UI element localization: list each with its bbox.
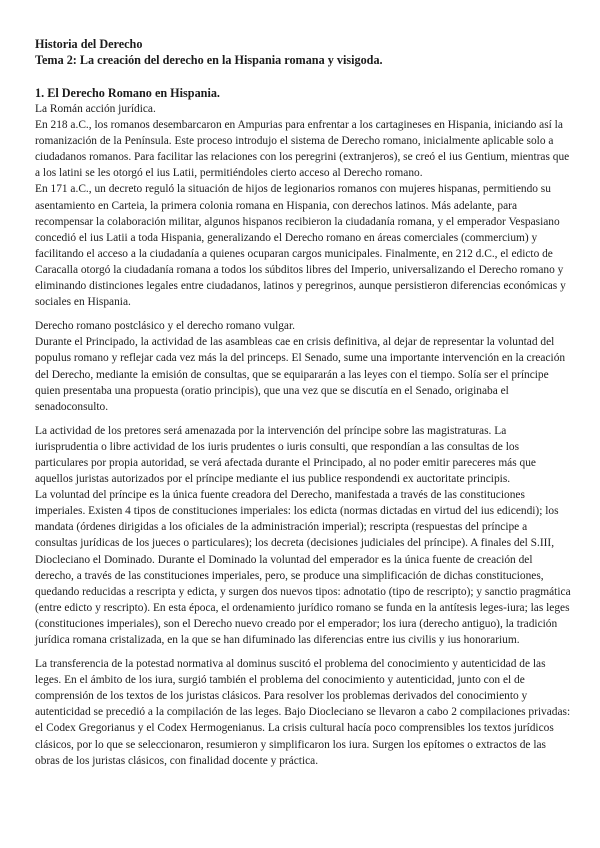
document-subtitle: Tema 2: La creación del derecho en la Hispania romana y visigoda. <box>35 53 383 67</box>
section-subheading: La Román acción jurídica. <box>35 103 156 115</box>
paragraph: La transferencia de la potestad normativa al dominus suscitó el problema del conocimiento y autenticidad de las leges. En el ámbito de los iura, surgió también el problema del conocimiento y autenticidad, junto con el de comprensión de los textos de los juristas clásicos. Para resolver los problemas derivados del conocimiento y autenticidad se precedió a la compilación de las leges. Bajo Diocleciano se llevaron a cabo 2 compilaciones privadas: el Codex Gregorianus y el Codex Hermogenianus. La crisis cultural hacía poco comprensibles los textos jurídicos clásicos, por lo que se seleccionaron, resumieron y simplificaron los iura. Surgen los epítomes o extractos de las obras de los juristas clásicos, con finalidad docente y práctica. <box>35 658 571 767</box>
paragraph: Durante el Principado, la actividad de las asambleas cae en crisis definitiva, al dejar de representar la voluntad del populus romano y reflejar cada vez más la del princeps. El Senado, sume una importante intervención en la creación del Derecho, mediante la emisión de consultas, que se equipararán a las leyes con el tiempo. Solía ser el príncipe quien presentaba una propuesta (oratio principis), que una vez que se discutía en el Senado, originaba el senadoconsulto. <box>35 336 566 413</box>
paragraph: La actividad de los pretores será amenazada por la intervención del príncipe sobre las magistraturas. La iurisprudentia o libre actividad de los iuris prudentes o iuris consulti, que respondían a las consultas de los particulares por propia autoridad, se verá afectada durante el Principado, al no poder emitir pareceres más que aquellos juristas autorizados por el príncipe mediante el ius publice respondendi ex auctoritate principis. <box>35 424 536 486</box>
paragraph: La voluntad del príncipe es la única fuente creadora del Derecho, manifestada a través de las constituciones imperiales. Existen 4 tipos de constituciones imperiales: los edicta (normas dictadas en virtud del ius edicendi); los mandata (órdenes dirigidas a los oficiales de la administración imperial); rescripta (respuestas del príncipe a consultas jurídicas de los jueces o particulares); los decreta (decisiones judiciales del príncipe). A finales del S.III, Diocleciano el Dominado. Durante el Dominado la voluntad del emperador es la única fuente de creación del derecho, a través de las constituciones imperiales, pero, se produce una simplificación de dichas constituciones, quedando reducidas a rescripta y edicta, y surgen dos nuevos tipos: adnotatio (tipo de rescripto); y sanctio pragmática (entre edicto y rescripto). En esta época, el ordenamiento jurídico romano se funda en la antítesis leges-iura; las leges (constituciones imperiales), son el Derecho nuevo creado por el emperador; los iura (derecho antiguo), la tradición jurídica romana cristalizada, en la que se han difuminado las diferencias entre ius civilis y ius honorarium. <box>35 489 571 646</box>
paragraph: En 171 a.C., un decreto reguló la situación de hijos de legionarios romanos con mujeres hispanas, permitiendo su asentamiento en Carteia, la primera colonia romana en Hispania, con derechos latinos. Más adelante, para recompensar la colaboración militar, algunos hispanos recibieron la ciudadanía romana, y el emperador Vespasiano concedió el ius Latii a toda Hispania, generalizando el Derecho romano en áreas comerciales (commercium) y facilitando el acceso a la ciudadanía a quienes ocuparan cargos municipales. Finalmente, en 212 d.C., el edicto de Caracalla otorgó la ciudadanía romana a todos los súbditos libres del Imperio, universalizando el Derecho romano y eliminando distinciones legales entre ciudadanos, latinos y peregrinos, aunque persistieron diferencias económicas y sociales en Hispania. <box>35 183 566 309</box>
section-subheading: Derecho romano postclásico y el derecho romano vulgar. <box>35 320 295 333</box>
paragraph: En 218 a.C., los romanos desembarcaron en Ampurias para enfrentar a los cartagineses en Hispania, iniciando así la romanización de la Península. Este proceso introdujo el sistema de Derecho romano, inicialmente aplicable solo a ciudadanos romanos. Para facilitar las relaciones con los peregrini (extranjeros), se creó el ius Gentium, mientras que a los latini se les otorgó el ius Latii, permitiéndoles cierto acceso al Derecho romano. <box>35 119 570 180</box>
section-heading: 1. El Derecho Romano en Hispania. <box>35 86 220 100</box>
document-title: Historia del Derecho <box>35 37 143 51</box>
